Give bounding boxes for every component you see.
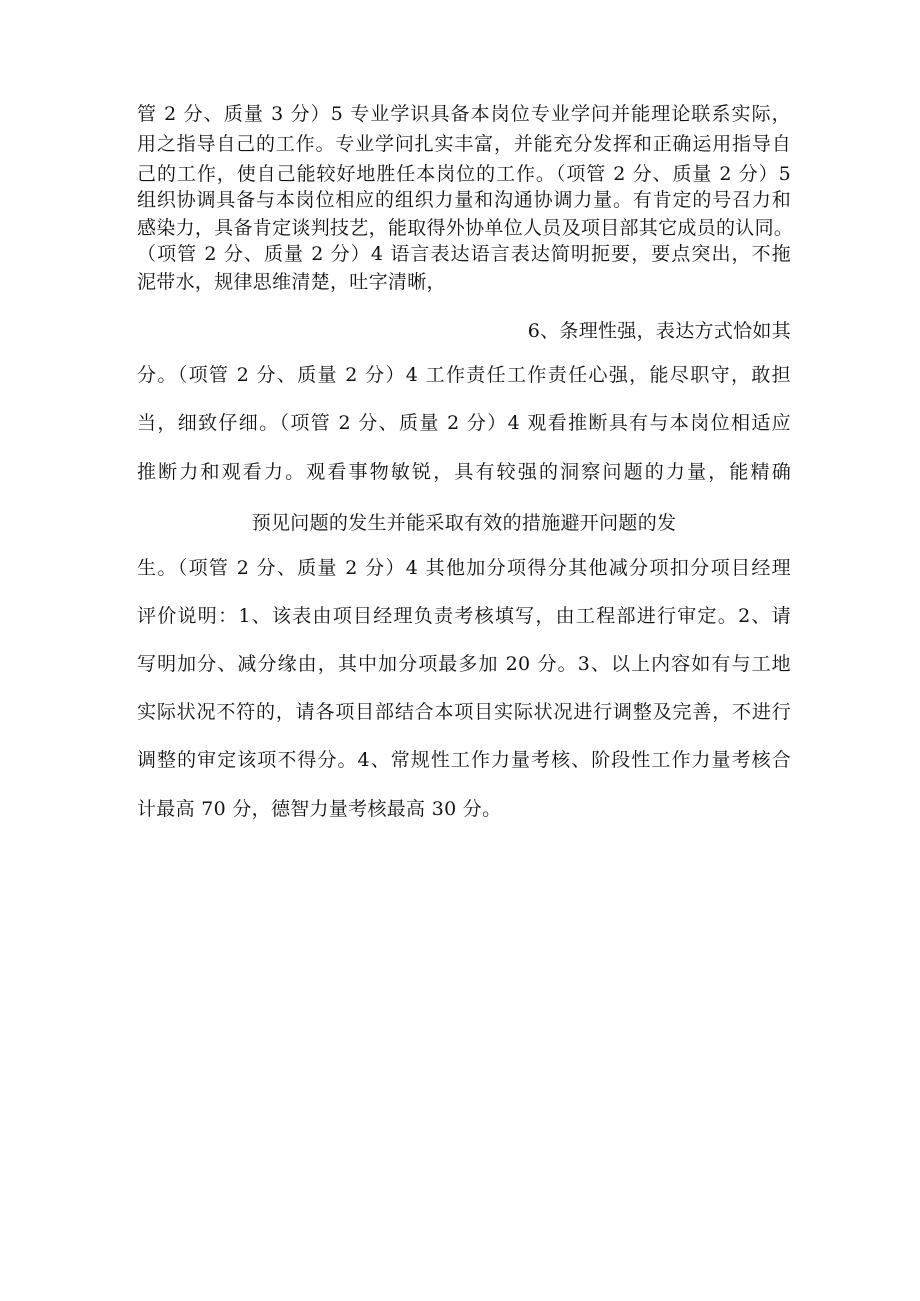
text-line: 当，细致仔细。（项管 2 分、质量 2 分）4 观看推断具有与本岗位相适应 <box>137 412 791 434</box>
text-line-right: 6、条理性强，表达方式恰如其 <box>527 320 791 342</box>
text-line: 计最高 70 分，德智力量考核最高 30 分。 <box>137 798 502 820</box>
text-line: 分。（项管 2 分、质量 2 分）4 工作责任工作责任心强，能尽职守，敢担 <box>137 364 791 386</box>
text-line: 评价说明：1、该表由项目经理负责考核填写，由工程部进行审定。2、请 <box>137 605 791 627</box>
text-line: 感染力，具备肯定谈判技艺，能取得外协单位人员及项目部其它成员的认同。 <box>137 217 794 239</box>
text-line: 推断力和观看力。观看事物敏锐，具有较强的洞察问题的力量，能精确 <box>137 461 791 483</box>
text-line: 实际状况不符的，请各项目部结合本项目实际状况进行调整及完善，不进行 <box>137 701 791 723</box>
text-line: 己的工作，使自己能较好地胜任本岗位的工作。（项管 2 分、质量 2 分）5 <box>137 163 791 185</box>
text-line: 管 2 分、质量 3 分）5 专业学识具备本岗位专业学问并能理论联系实际， <box>137 103 791 125</box>
text-line: 泥带水，规律思维清楚，吐字清晰， <box>137 271 446 293</box>
text-line: 调整的审定该项不得分。4、常规性工作力量考核、阶段性工作力量考核合 <box>137 749 791 771</box>
text-line: 写明加分、减分缘由，其中加分项最多加 20 分。3、以上内容如有与工地 <box>137 653 791 675</box>
text-line: 生。（项管 2 分、质量 2 分）4 其他加分项得分其他减分项扣分项目经理 <box>137 557 791 579</box>
text-line: 组织协调具备与本岗位相应的组织力量和沟通协调力量。有肯定的号召力和 <box>137 189 791 211</box>
text-line: 用之指导自己的工作。专业学问扎实丰富，并能充分发挥和正确运用指导自 <box>137 133 791 155</box>
text-line-center: 预见问题的发生并能采取有效的措施避开问题的发 <box>251 512 677 534</box>
text-line: （项管 2 分、质量 2 分）4 语言表达语言表达简明扼要，要点突出，不拖 <box>137 243 791 265</box>
